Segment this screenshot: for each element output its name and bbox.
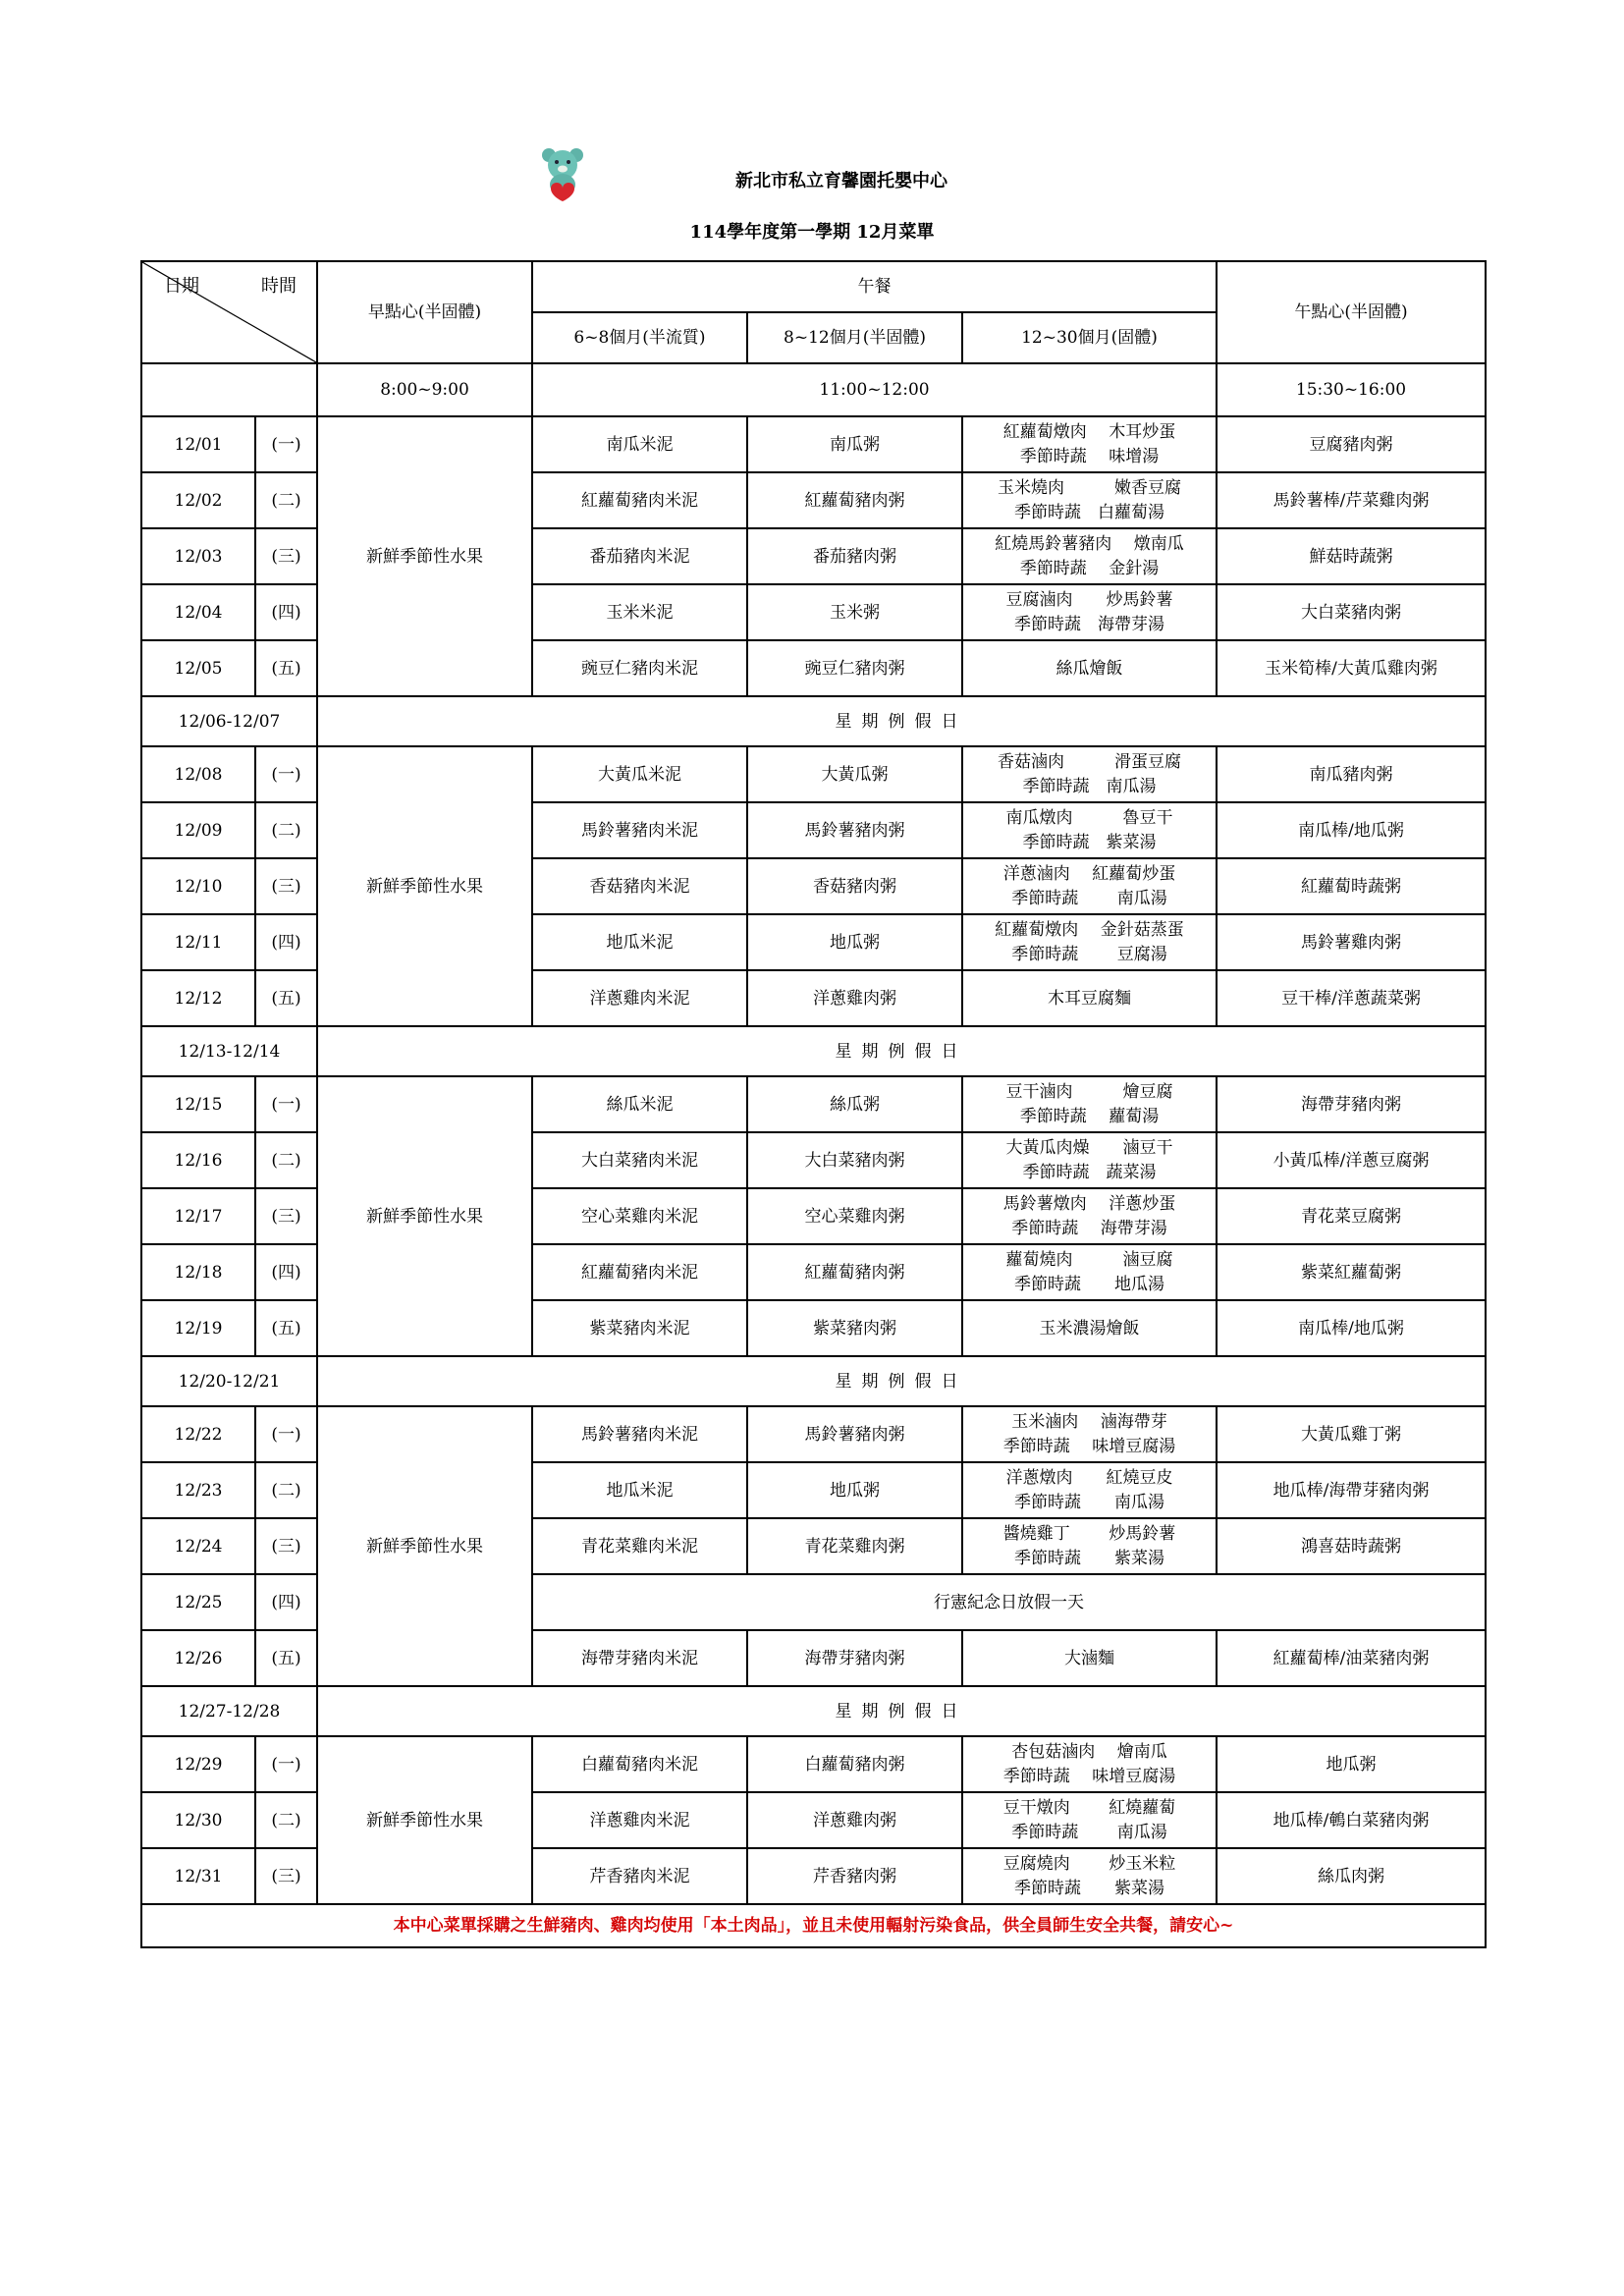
dish-line: 季節時蔬 南瓜湯 — [1022, 776, 1157, 796]
dish-line: 豆腐滷肉 炒馬鈴薯 — [1005, 589, 1173, 610]
dish-line: 季節時蔬 蘿蔔湯 — [1019, 1106, 1160, 1126]
lunch-8-12-dish: 絲瓜粥 — [747, 1076, 962, 1132]
weekday-cell: (一) — [255, 1736, 317, 1792]
date-cell: 12/22 — [141, 1406, 255, 1462]
lunch-6-8-dish: 豌豆仁豬肉米泥 — [532, 640, 747, 696]
closed-notice: 行憲紀念日放假一天 — [532, 1574, 1486, 1630]
date-cell: 12/05 — [141, 640, 255, 696]
lunch-8-12-dish: 大黃瓜粥 — [747, 746, 962, 802]
dish-line: 醬燒雞丁 炒馬鈴薯 — [1002, 1523, 1176, 1544]
date-label: 日期 — [164, 276, 199, 297]
dish-line: 洋蔥滷肉 紅蘿蔔炒蛋 — [1002, 863, 1176, 884]
lunch-12-30-dish — [962, 1188, 1217, 1244]
dish-line: 季節時蔬 味增豆腐湯 — [1002, 1436, 1176, 1456]
morning-snack-fruit: 新鮮季節性水果 — [317, 1736, 532, 1904]
dish-line: 季節時蔬 味增豆腐湯 — [1002, 1766, 1176, 1786]
afternoon-snack-dish: 紅蘿蔔時蔬粥 — [1217, 858, 1486, 914]
dish-line: 南瓜燉肉 魯豆干 — [1005, 807, 1173, 828]
lunch-8-12-dish: 香菇豬肉粥 — [747, 858, 962, 914]
holiday-label: 星期例假日 — [317, 1356, 1486, 1406]
lunch-6-8-dish: 洋蔥雞肉米泥 — [532, 1792, 747, 1848]
weekday-cell: (一) — [255, 416, 317, 472]
lunch-12-30-dish — [962, 1848, 1217, 1904]
afternoon-snack-dish: 地瓜棒/海帶芽豬肉粥 — [1217, 1462, 1486, 1518]
lunch-6-8-dish: 大白菜豬肉米泥 — [532, 1132, 747, 1188]
weekday-cell: (二) — [255, 802, 317, 858]
lunch-12-30-dish — [962, 1132, 1217, 1188]
afternoon-snack-dish: 南瓜棒/地瓜粥 — [1217, 1300, 1486, 1356]
lunch-6-8-dish: 玉米米泥 — [532, 584, 747, 640]
lunch-6-8-dish: 芹香豬肉米泥 — [532, 1848, 747, 1904]
afternoon-snack-dish: 小黃瓜棒/洋蔥豆腐粥 — [1217, 1132, 1486, 1188]
date-time-header — [141, 261, 317, 363]
day-row — [141, 1736, 1486, 1792]
lunch-6-8-dish: 絲瓜米泥 — [532, 1076, 747, 1132]
dish-line: 洋蔥燉肉 紅燒豆皮 — [1005, 1467, 1173, 1488]
dish-line: 大黃瓜肉燥 滷豆干 — [1005, 1137, 1173, 1158]
afternoon-snack-dish: 紫菜紅蘿蔔粥 — [1217, 1244, 1486, 1300]
date-cell: 12/12 — [141, 970, 255, 1026]
date-cell: 12/02 — [141, 472, 255, 528]
lunch-time: 11:00~12:00 — [532, 363, 1217, 416]
lunch-6-8-dish: 香菇豬肉米泥 — [532, 858, 747, 914]
lunch-8-12-dish: 空心菜雞肉粥 — [747, 1188, 962, 1244]
lunch-12-30-dish — [962, 1792, 1217, 1848]
date-cell: 12/26 — [141, 1630, 255, 1686]
holiday-label: 星期例假日 — [317, 1686, 1486, 1736]
afternoon-snack-dish: 鴻喜菇時蔬粥 — [1217, 1518, 1486, 1574]
lunch-8-12-dish: 南瓜粥 — [747, 416, 962, 472]
holiday-date-range: 12/27-12/28 — [141, 1686, 317, 1736]
lunch-8-12-dish: 洋蔥雞肉粥 — [747, 1792, 962, 1848]
weekday-cell: (二) — [255, 1462, 317, 1518]
weekday-cell: (五) — [255, 970, 317, 1026]
lunch-12-30-dish — [962, 1518, 1217, 1574]
date-cell: 12/09 — [141, 802, 255, 858]
weekday-cell: (一) — [255, 1406, 317, 1462]
afternoon-snack-dish: 鮮菇時蔬粥 — [1217, 528, 1486, 584]
afternoon-snack-dish: 大白菜豬肉粥 — [1217, 584, 1486, 640]
lunch-6-8-dish: 地瓜米泥 — [532, 1462, 747, 1518]
menu-title: 114學年度第一學期 12月菜單 — [689, 222, 935, 243]
lunch-12-30-dish — [962, 1462, 1217, 1518]
lunch-6-8-dish: 洋蔥雞肉米泥 — [532, 970, 747, 1026]
date-cell: 12/17 — [141, 1188, 255, 1244]
date-cell: 12/19 — [141, 1300, 255, 1356]
dish-line: 季節時蔬 紫菜湯 — [1014, 1548, 1164, 1568]
lunch-8-12-dish: 海帶芽豬肉粥 — [747, 1630, 962, 1686]
afternoon-snack-dish: 豆干棒/洋蔥蔬菜粥 — [1217, 970, 1486, 1026]
weekday-cell: (三) — [255, 1518, 317, 1574]
lunch-8-12-dish: 紫菜豬肉粥 — [747, 1300, 962, 1356]
dish-line: 季節時蔬 味增湯 — [1019, 446, 1160, 466]
lunch-6-8-dish: 紅蘿蔔豬肉米泥 — [532, 1244, 747, 1300]
lunch-8-12-dish: 大白菜豬肉粥 — [747, 1132, 962, 1188]
afternoon-snack-dish: 地瓜棒/鵪白菜豬肉粥 — [1217, 1792, 1486, 1848]
dish-line: 季節時蔬 紫菜湯 — [1022, 832, 1157, 852]
dish-line: 玉米滷肉 滷海帶芽 — [1011, 1411, 1167, 1432]
weekday-cell: (五) — [255, 1630, 317, 1686]
lunch-12-30-dish: 絲瓜燴飯 — [962, 640, 1217, 696]
holiday-date-range: 12/06-12/07 — [141, 696, 317, 746]
center-name: 新北市私立育馨園托嬰中心 — [735, 171, 947, 191]
lunch-6-8-dish: 馬鈴薯豬肉米泥 — [532, 1406, 747, 1462]
lunch-6-8-dish: 白蘿蔔豬肉米泥 — [532, 1736, 747, 1792]
holiday-row — [141, 1686, 1486, 1736]
date-cell: 12/30 — [141, 1792, 255, 1848]
afternoon-time: 15:30~16:00 — [1217, 363, 1486, 416]
lunch-6-8-dish: 紫菜豬肉米泥 — [532, 1300, 747, 1356]
afternoon-snack-dish: 玉米筍棒/大黃瓜雞肉粥 — [1217, 640, 1486, 696]
holiday-label: 星期例假日 — [317, 696, 1486, 746]
lunch-12-30-dish — [962, 472, 1217, 528]
afternoon-snack-dish: 南瓜豬肉粥 — [1217, 746, 1486, 802]
afternoon-snack-dish: 南瓜棒/地瓜粥 — [1217, 802, 1486, 858]
holiday-label: 星期例假日 — [317, 1026, 1486, 1076]
weekday-cell: (四) — [255, 1244, 317, 1300]
dish-line: 玉米燒肉 嫩香豆腐 — [998, 477, 1181, 498]
lunch-12-30-dish — [962, 858, 1217, 914]
weekday-cell: (五) — [255, 640, 317, 696]
date-cell: 12/29 — [141, 1736, 255, 1792]
morning-time: 8:00~9:00 — [317, 363, 532, 416]
date-cell: 12/11 — [141, 914, 255, 970]
weekday-cell: (三) — [255, 858, 317, 914]
holiday-row — [141, 696, 1486, 746]
weekday-cell: (四) — [255, 1574, 317, 1630]
weekday-cell: (五) — [255, 1300, 317, 1356]
lunch-12-30-dish: 大滷麵 — [962, 1630, 1217, 1686]
morning-snack-header: 早點心(半固體) — [317, 261, 532, 363]
weekday-cell: (四) — [255, 584, 317, 640]
holiday-row — [141, 1356, 1486, 1406]
lunch-6-8-dish: 番茄豬肉米泥 — [532, 528, 747, 584]
afternoon-snack-dish: 馬鈴薯雞肉粥 — [1217, 914, 1486, 970]
afternoon-snack-dish: 大黃瓜雞丁粥 — [1217, 1406, 1486, 1462]
weekday-cell: (二) — [255, 1132, 317, 1188]
date-cell: 12/16 — [141, 1132, 255, 1188]
dish-line: 豆干滷肉 燴豆腐 — [1005, 1081, 1173, 1102]
morning-snack-fruit: 新鮮季節性水果 — [317, 1406, 532, 1686]
lunch-8-12-dish: 芹香豬肉粥 — [747, 1848, 962, 1904]
dish-line: 紅蘿蔔燉肉 金針菇蒸蛋 — [995, 919, 1184, 940]
lunch-12-30-dish — [962, 1736, 1217, 1792]
dish-line: 季節時蔬 白蘿蔔湯 — [1014, 502, 1164, 522]
lunch-12-30-dish: 木耳豆腐麵 — [962, 970, 1217, 1026]
dish-line: 豆腐燒肉 炒玉米粒 — [1002, 1853, 1176, 1874]
lunch-8-12-dish: 紅蘿蔔豬肉粥 — [747, 1244, 962, 1300]
holiday-row — [141, 1026, 1486, 1076]
morning-snack-fruit: 新鮮季節性水果 — [317, 746, 532, 1026]
lunch-6-8-dish: 地瓜米泥 — [532, 914, 747, 970]
lunch-6-8-header: 6~8個月(半流質) — [532, 312, 747, 363]
lunch-8-12-dish: 地瓜粥 — [747, 914, 962, 970]
weekday-cell: (三) — [255, 1188, 317, 1244]
dish-line: 季節時蔬 金針湯 — [1019, 558, 1160, 578]
dish-line: 季節時蔬 南瓜湯 — [1011, 888, 1167, 908]
dish-line: 季節時蔬 豆腐湯 — [1011, 944, 1167, 964]
lunch-12-30-dish — [962, 416, 1217, 472]
dish-line: 紅蘿蔔燉肉 木耳炒蛋 — [1002, 421, 1176, 442]
lunch-8-12-header: 8~12個月(半固體) — [747, 312, 962, 363]
weekday-cell: (一) — [255, 1076, 317, 1132]
weekday-cell: (一) — [255, 746, 317, 802]
dish-line: 季節時蔬 南瓜湯 — [1011, 1822, 1167, 1842]
dish-line: 杏包菇滷肉 燴南瓜 — [1011, 1741, 1167, 1762]
lunch-12-30-dish — [962, 1406, 1217, 1462]
dish-line: 紅燒馬鈴薯豬肉 燉南瓜 — [995, 533, 1184, 554]
lunch-6-8-dish: 大黃瓜米泥 — [532, 746, 747, 802]
lunch-12-30-dish — [962, 584, 1217, 640]
dish-line: 豆干燉肉 紅燒蘿蔔 — [1002, 1797, 1176, 1818]
afternoon-snack-dish: 豆腐豬肉粥 — [1217, 416, 1486, 472]
afternoon-snack-dish: 海帶芽豬肉粥 — [1217, 1076, 1486, 1132]
date-cell: 12/10 — [141, 858, 255, 914]
weekday-cell: (四) — [255, 914, 317, 970]
lunch-8-12-dish: 白蘿蔔豬肉粥 — [747, 1736, 962, 1792]
dish-line: 季節時蔬 海帶芽湯 — [1014, 614, 1164, 634]
lunch-8-12-dish: 豌豆仁豬肉粥 — [747, 640, 962, 696]
time-label: 時間 — [261, 276, 297, 297]
holiday-date-range: 12/13-12/14 — [141, 1026, 317, 1076]
dish-line: 馬鈴薯燉肉 洋蔥炒蛋 — [1002, 1193, 1176, 1214]
afternoon-snack-dish: 馬鈴薯棒/芹菜雞肉粥 — [1217, 472, 1486, 528]
day-row — [141, 1076, 1486, 1132]
menu-table — [140, 260, 1487, 1948]
date-cell: 12/01 — [141, 416, 255, 472]
lunch-6-8-dish: 海帶芽豬肉米泥 — [532, 1630, 747, 1686]
date-cell: 12/04 — [141, 584, 255, 640]
afternoon-snack-dish: 地瓜粥 — [1217, 1736, 1486, 1792]
weekday-cell: (二) — [255, 1792, 317, 1848]
lunch-8-12-dish: 玉米粥 — [747, 584, 962, 640]
weekday-cell: (三) — [255, 528, 317, 584]
morning-snack-fruit: 新鮮季節性水果 — [317, 416, 532, 696]
day-row — [141, 416, 1486, 472]
lunch-12-30-dish — [962, 914, 1217, 970]
lunch-12-30-dish — [962, 528, 1217, 584]
lunch-8-12-dish: 紅蘿蔔豬肉粥 — [747, 472, 962, 528]
dish-line: 季節時蔬 海帶芽湯 — [1011, 1218, 1167, 1238]
lunch-6-8-dish: 南瓜米泥 — [532, 416, 747, 472]
lunch-12-30-dish — [962, 746, 1217, 802]
footer-row — [141, 1904, 1486, 1947]
date-cell: 12/25 — [141, 1574, 255, 1630]
dish-line: 蘿蔔燒肉 滷豆腐 — [1005, 1249, 1173, 1270]
lunch-8-12-dish: 番茄豬肉粥 — [747, 528, 962, 584]
weekday-cell: (三) — [255, 1848, 317, 1904]
afternoon-snack-dish: 絲瓜肉粥 — [1217, 1848, 1486, 1904]
date-cell: 12/23 — [141, 1462, 255, 1518]
holiday-date-range: 12/20-12/21 — [141, 1356, 317, 1406]
lunch-8-12-dish: 洋蔥雞肉粥 — [747, 970, 962, 1026]
dish-line: 季節時蔬 蔬菜湯 — [1022, 1162, 1157, 1182]
lunch-6-8-dish: 紅蘿蔔豬肉米泥 — [532, 472, 747, 528]
lunch-12-30-dish — [962, 802, 1217, 858]
day-row — [141, 746, 1486, 802]
footer-note: 本中心菜單採購之生鮮豬肉、雞肉均使用「本土肉品」，並且未使用輻射污染食品，供全員師生安全共餐，請安心~ — [141, 1904, 1486, 1947]
date-cell: 12/08 — [141, 746, 255, 802]
lunch-header: 午餐 — [532, 261, 1217, 312]
lunch-6-8-dish: 空心菜雞肉米泥 — [532, 1188, 747, 1244]
lunch-12-30-dish — [962, 1076, 1217, 1132]
date-cell: 12/24 — [141, 1518, 255, 1574]
afternoon-snack-dish: 紅蘿蔔棒/油菜豬肉粥 — [1217, 1630, 1486, 1686]
date-cell: 12/18 — [141, 1244, 255, 1300]
dish-line: 季節時蔬 南瓜湯 — [1014, 1492, 1164, 1512]
lunch-12-30-dish: 玉米濃湯燴飯 — [962, 1300, 1217, 1356]
afternoon-snack-dish: 青花菜豆腐粥 — [1217, 1188, 1486, 1244]
dish-line: 季節時蔬 地瓜湯 — [1014, 1274, 1164, 1294]
lunch-8-12-dish: 地瓜粥 — [747, 1462, 962, 1518]
morning-snack-fruit: 新鮮季節性水果 — [317, 1076, 532, 1356]
date-cell: 12/03 — [141, 528, 255, 584]
lunch-6-8-dish: 馬鈴薯豬肉米泥 — [532, 802, 747, 858]
time-row-spacer — [141, 363, 317, 416]
date-cell: 12/31 — [141, 1848, 255, 1904]
lunch-8-12-dish: 馬鈴薯豬肉粥 — [747, 802, 962, 858]
lunch-12-30-dish — [962, 1244, 1217, 1300]
dish-line: 香菇滷肉 滑蛋豆腐 — [998, 751, 1181, 772]
lunch-8-12-dish: 青花菜雞肉粥 — [747, 1518, 962, 1574]
dish-line: 季節時蔬 紫菜湯 — [1014, 1878, 1164, 1898]
day-row — [141, 1406, 1486, 1462]
lunch-6-8-dish: 青花菜雞肉米泥 — [532, 1518, 747, 1574]
weekday-cell: (二) — [255, 472, 317, 528]
date-cell: 12/15 — [141, 1076, 255, 1132]
lunch-12-30-header: 12~30個月(固體) — [962, 312, 1217, 363]
lunch-8-12-dish: 馬鈴薯豬肉粥 — [747, 1406, 962, 1462]
afternoon-snack-header: 午點心(半固體) — [1217, 261, 1486, 363]
